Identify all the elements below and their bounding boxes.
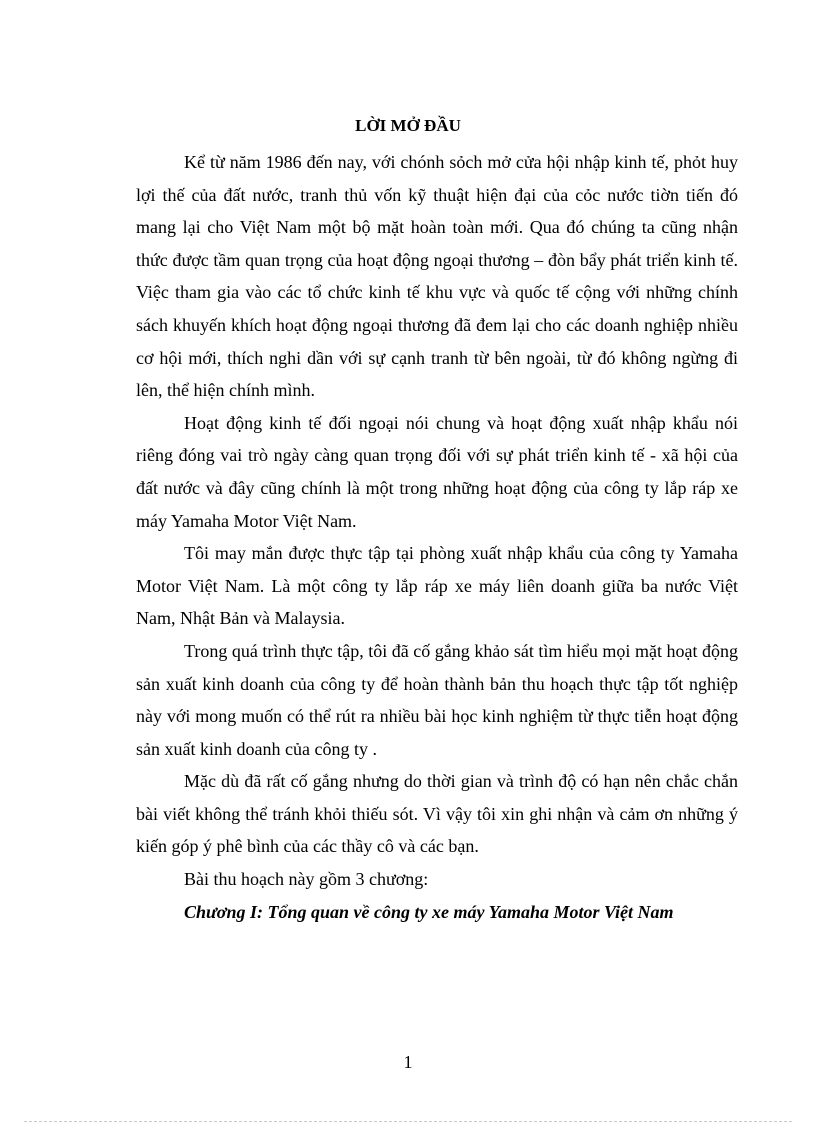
paragraph-structure: Bài thu hoạch này gồm 3 chương: bbox=[184, 869, 429, 890]
page-divider bbox=[24, 1121, 792, 1122]
page-title: LỜI MỞ ĐẦU bbox=[355, 116, 461, 135]
paragraph-research: Trong quá trình thực tập, tôi đã cố gắng khảo sát tìm hiểu mọi mặt hoạt động sản xuất kinh doanh của công ty để hoàn thành bản thu hoạch thực tập tốt nghiệp này với mong muốn có thể rút ra nhiều bài học kinh nghiệm từ thực tiễn hoạt động sản xuất kinh doanh của công ty . bbox=[136, 640, 738, 759]
paragraph-intro: Kể từ năm 1986 đến nay, với chónh sỏch mở cửa hội nhập kinh tế, phỏt huy lợi thế của đất nước, tranh thủ vốn kỹ thuật hiện đại của cỏc nước tiờn tiến đó mang lại cho Việt Nam một bộ mặt hoàn toàn mới. Qua đó chúng ta cũng nhận thức được tầm quan trọng của hoạt động ngoại thương – đòn bẩy phát triển kinh tế. Việc tham gia vào các tổ chức kinh tế khu vực và quốc tế cộng với những chính sách khuyến khích hoạt động ngoại thương đã đem lại cho các doanh nghiệp nhiều cơ hội mới, thích nghi dần với sự cạnh tranh từ bên ngoài, từ đó không ngừng đi lên, thể hiện chính mình. bbox=[136, 152, 738, 401]
chapter-heading: Chương I: Tổng quan về công ty xe máy Yamaha Motor Việt Nam bbox=[184, 901, 674, 922]
paragraph-internship: Tôi may mắn được thực tập tại phòng xuất nhập khẩu của công ty Yamaha Motor Việt Nam. Là một công ty lắp ráp xe máy liên doanh giữa ba nước Việt Nam, Nhật Bản và Malaysia. bbox=[136, 543, 738, 629]
document-body bbox=[136, 146, 738, 928]
paragraph-foreign-trade: Hoạt động kinh tế đối ngoại nói chung và hoạt động xuất nhập khẩu nói riêng đóng vai trò ngày càng quan trọng đối với sự phát triển kinh tế - xã hội của đất nước và đây cũng chính là một trong những hoạt động của công ty lắp ráp xe máy Yamaha Motor Việt Nam. bbox=[136, 412, 738, 531]
page-number: 1 bbox=[403, 1052, 413, 1072]
paragraph-acknowledgement: Mặc dù đã rất cố gắng nhưng do thời gian và trình độ có hạn nên chắc chắn bài viết không thể tránh khỏi thiếu sót. Vì vậy tôi xin ghi nhận và cảm ơn những ý kiến góp ý phê bình của các thầy cô và các bạn. bbox=[136, 771, 738, 857]
